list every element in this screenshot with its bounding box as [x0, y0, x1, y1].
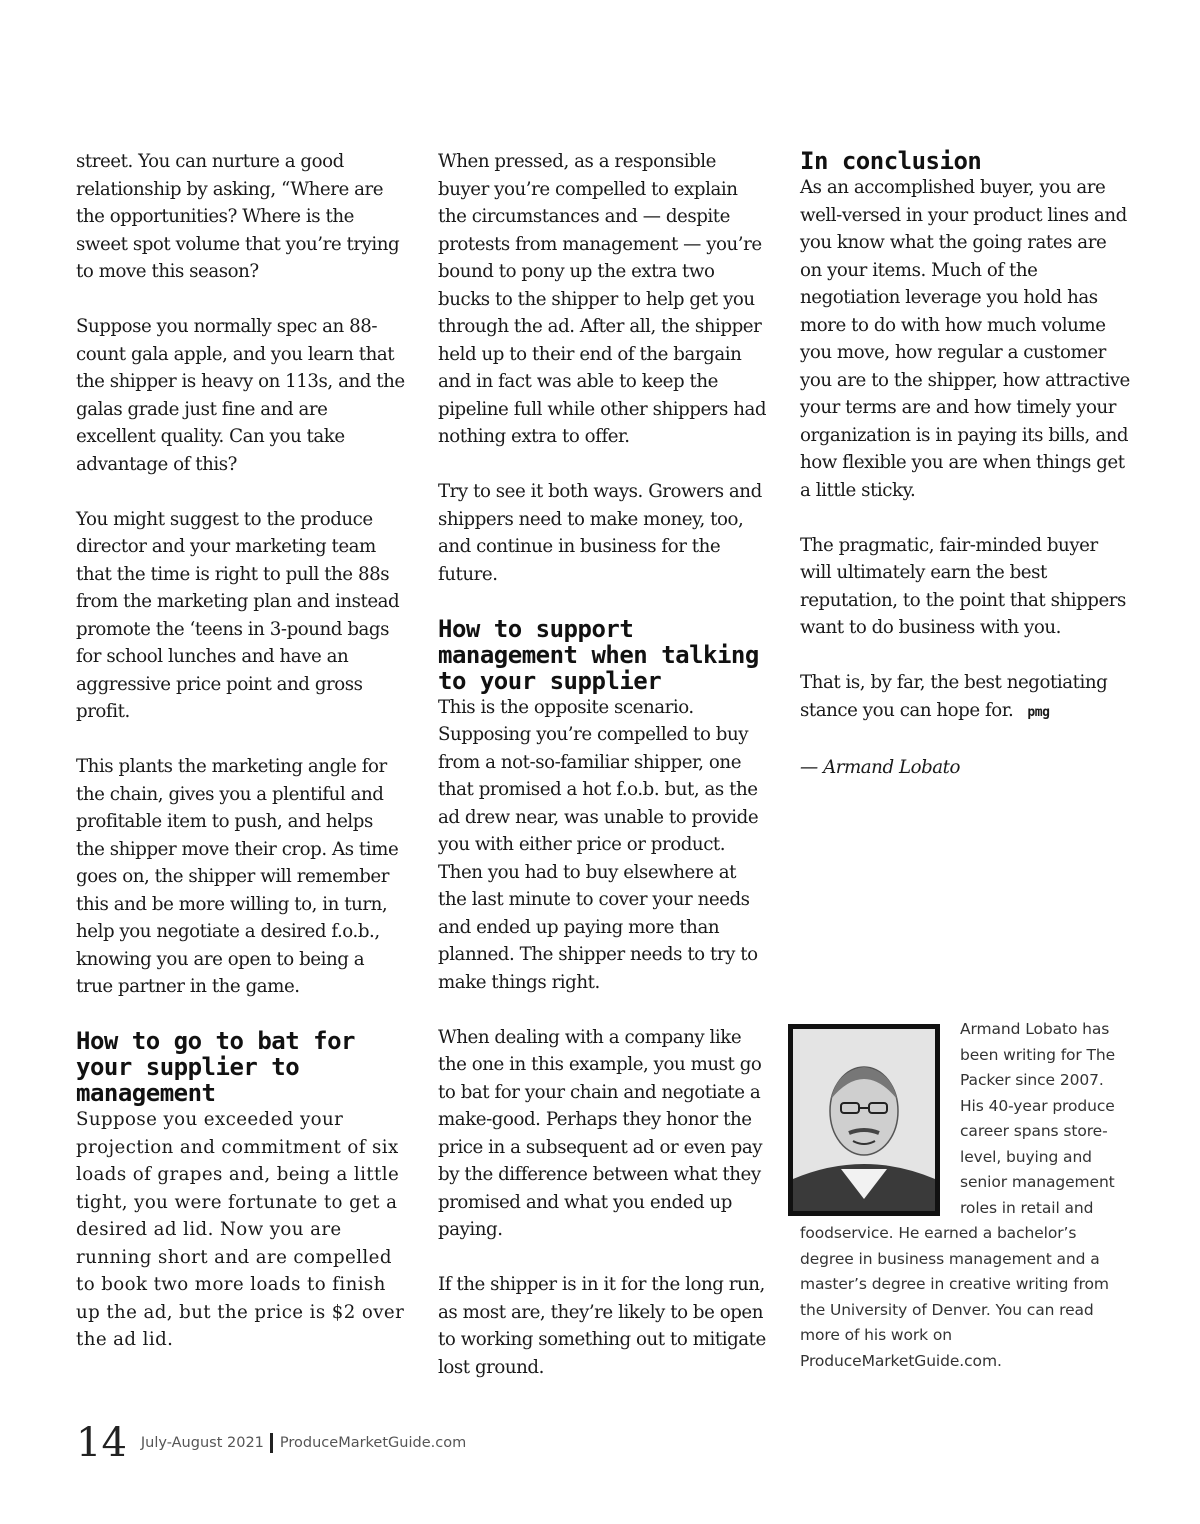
body-paragraph: Suppose you exceeded your projection and commitment of six loads of grapes and, being a little tight, you were fortunate to get a desired ad lid. Now you are running short and are compelled to book two more loads to finish up the ad, but the price is $2 over the ad lid.: [76, 1109, 405, 1350]
section-heading: How to go to bat for your supplier to management: [76, 1027, 355, 1107]
footer-divider: [270, 1433, 273, 1453]
author-byline: — Armand Lobato: [800, 756, 961, 778]
website-link[interactable]: ProduceMarketGuide.com: [279, 1435, 467, 1451]
bio-text: Armand Lobato has been writing for The Packer since 2007. His 40-year produce career spans store-level, buying and senior management roles in retail and foodservice. He earned a bachelor’s degree in business management and a master’s degree in creative writing from the University of Denver. You can read more of his work on ProduceMarketGuide.com.: [800, 1020, 1116, 1370]
section-heading: How to support management when talking to your supplier: [438, 614, 759, 695]
article-column-3: [800, 148, 1130, 809]
body-paragraph: This is the opposite scenario. Supposing you’re compelled to buy from a not-so-familiar shipper, one that promised a hot f.o.b. but, as the ad drew near, was unable to provide you with either price or product. Then you had to buy elsewhere at the last minute to cover your needs and ended up paying more than planned. The shipper needs to try to make things right.: [438, 696, 759, 993]
body-paragraph: street. You can nurture a good relationship by asking, “Where are the opportunities? Where is the sweet spot volume that you’re trying to move this season?: [76, 151, 400, 282]
body-paragraph: When dealing with a company like the one in this example, you must go to bat for your chain and negotiate a make-good. Perhaps they honor the price in a subsequent ad or even pay by the difference between what they promised and what you ended up paying.: [438, 1026, 763, 1240]
body-paragraph: The pragmatic, fair-minded buyer will ultimately earn the best reputation, to the point that shippers want to do business with you.: [800, 534, 1126, 638]
article-column-2: [438, 148, 768, 1409]
author-bio: [800, 1017, 1122, 1374]
body-paragraph: If the shipper is in it for the long run, as most are, they’re likely to be open to working something out to mitigate lost ground.: [438, 1274, 766, 1378]
closing-paragraph: [800, 669, 1130, 726]
body-paragraph: You might suggest to the produce director and your marketing team that the time is right to pull the 88s from the marketing plan and instead promote the ‘teens in 3-pound bags for school lunches and have an aggressive price point and gross profit.: [76, 508, 400, 722]
body-paragraph: This plants the marketing angle for the chain, gives you a plentiful and profitable item to push, and helps the shipper move their crop. As time goes on, the shipper will remember this and be more willing to, in turn, help you negotiate a desired f.o.b., knowing you are open to being a true partner in the game.: [76, 756, 399, 997]
bio-photo-spacer: [800, 1017, 960, 1221]
body-paragraph: When pressed, as a responsible buyer you’re compelled to explain the circumstances and — despite protests from management — you’re bound to pony up the extra two bucks to the shipper to help get you through the ad. After all, the shipper held up to their end of the bargain and in fact was able to keep the pipeline full while other shippers had nothing extra to offer.: [438, 151, 767, 447]
closing-text: That is, by far, the best negotiating stance you can hope for.: [800, 672, 1108, 721]
page-footer: [76, 1418, 466, 1468]
issue-date: July-August 2021: [140, 1435, 264, 1451]
page-number: 14: [76, 1420, 127, 1466]
body-paragraph: Suppose you normally spec an 88-count gala apple, and you learn that the shipper is heavy on 113s, and the galas grade just fine and are excellent quality. Can you take advantage of this?: [76, 316, 405, 475]
section-heading: In conclusion: [800, 147, 982, 175]
body-paragraph: As an accomplished buyer, you are well-versed in your product lines and you know what the going rates are on your items. Much of the negotiation leverage you hold has more to do with how much volume you move, how regular a customer you are to the shipper, how attractive your terms are and how timely your organization is in paying its bills, and how flexible you are when things get a little sticky.: [800, 177, 1130, 501]
article-column-1: [76, 148, 406, 1381]
body-paragraph: Try to see it both ways. Growers and shippers need to make money, too, and continue in business for the future.: [438, 481, 762, 585]
end-mark: pmg: [1027, 704, 1050, 720]
